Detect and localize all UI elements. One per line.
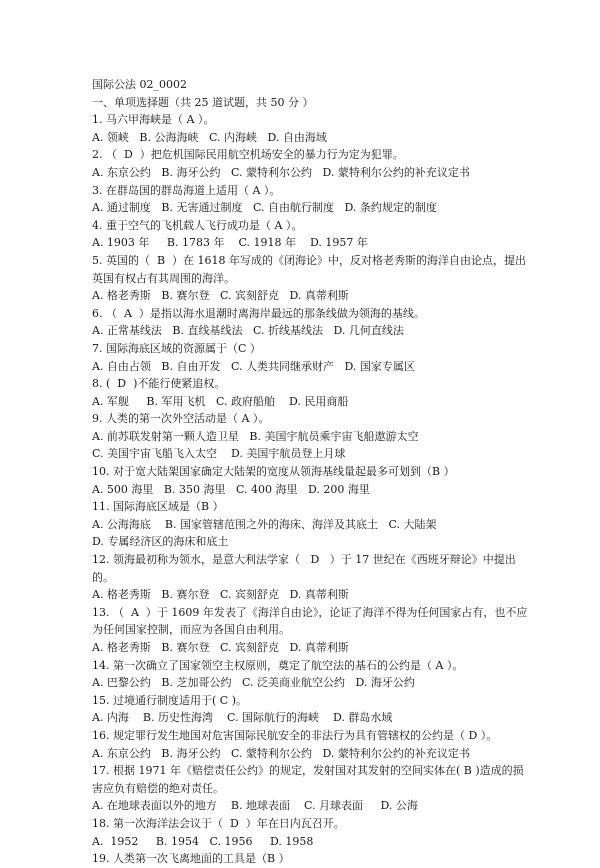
question-item [92,375,532,410]
question-stem: 14. 第一次确立了国家领空主权原则，奠定了航空法的基石的公约是（ A ）。 [92,658,464,672]
question-stem: 12. 领海最初称为领水，是意大利法学家（ D ）于 17 世纪在《西班牙辩论》中提出的。 [92,553,516,584]
question-options: A. 在地球表面以外的地方 B. 地球表面 C. 月球表面 D. 公海 [92,799,418,813]
question-options: A. 格老秀斯 B. 赛尔登 C. 宾刻舒克 D. 真蒂利斯 [92,289,349,303]
question-options: A. 军舰 B. 军用飞机 C. 政府船舶 D. 民用商船 [92,394,349,408]
question-item [92,463,532,498]
question-stem: 3. 在群岛国的群岛海道上适用（ A ）。 [92,183,281,197]
question-item [92,604,532,657]
question-options: A. 巴黎公约 B. 芝加哥公约 C. 泛美商业航空公约 D. 海牙公约 [92,676,415,690]
document-title: 国际公法 02_0002 [92,78,187,91]
question-item [92,727,532,762]
question-stem: 8. ( D )不能行使紧追权。 [92,377,226,391]
question-stem: 19. 人类第一次飞离地面的工具是（B ） [92,852,290,866]
question-item [92,305,532,340]
question-options: A. 领峡 B. 公海海峡 C. 内海峡 D. 自由海域 [92,130,327,144]
question-stem: 2. （ D ）把危机国际民用航空机场安全的暴力行为定为犯罪。 [92,148,404,162]
question-item [92,551,532,604]
question-options: A. 1952 B. 1954 C. 1956 D. 1958 [92,834,314,848]
question-stem: 5. 英国的（ B ）在 1618 年写成的《闭海论》中，反对格老秀斯的海洋自由论点，提出英国有权占有其周围的海洋。 [92,253,527,285]
section-heading: 一、单项选择题（共 25 道试题，共 50 分 ） [92,95,314,109]
question-item [92,850,532,868]
question-options: A. 自由占领 B. 自由开发 C. 人类共同继承财产 D. 国家专属区 [92,359,415,373]
question-options: A. 东京公约 B. 海牙公约 C. 蒙特利尔公约 D. 蒙特利尔公约的补充议定书 [92,746,470,760]
question-options: A. 前苏联发射第一颗人造卫星 B. 美国宇航员乘宇宙飞船遨游太空 C. 美国宇宙飞船飞入太空 D. 美国宇航员登上月球 [92,429,419,461]
question-options: A. 500 海里 B. 350 海里 C. 400 海里 D. 200 海里 [92,482,370,496]
question-item [92,410,532,463]
question-options: A. 通过制度 B. 无害通过制度 C. 自由航行制度 D. 条约规定的制度 [92,201,437,215]
question-item [92,657,532,692]
question-stem: 13. （ A ）于 1609 年发表了《海洋自由论》，论证了海洋不得为任何国家占有，也不应为任何国家控制，而应为各国自由利用。 [92,605,528,637]
question-stem: 4. 重于空气的飞机载人飞行成功是（ A ）。 [92,218,303,232]
question-list [92,111,532,868]
question-options: A. 格老秀斯 B. 赛尔登 C. 宾刻舒克 D. 真蒂利斯 [92,588,349,602]
document-page [92,76,532,868]
question-stem: 6. （ A ）是指以海水退潮时离海岸最远的那条线做为领海的基线。 [92,306,425,320]
question-stem: 15. 过境通行制度适用于( C )。 [92,693,247,707]
question-item [92,762,532,815]
question-stem: 9. 人类的第一次外空活动是（ A ）。 [92,412,270,426]
question-item [92,182,532,217]
question-item [92,252,532,305]
question-item [92,217,532,252]
question-stem: 1. 马六甲海峡是（ A ）。 [92,113,215,127]
question-stem: 16. 规定罪行发生地国对危害国际民航安全的非法行为具有管辖权的公约是（ D ）。 [92,728,498,742]
question-item [92,692,532,727]
question-stem: 7. 国际海底区域的资源属于（C ） [92,341,261,355]
question-stem: 10. 对于宽大陆架国家确定大陆架的宽度从领海基线量起最多可划到（B ） [92,465,455,479]
question-item [92,146,532,181]
question-stem: 17. 根据 1971 年《赔偿责任公约》的规定，发射国对其发射的空间实体在( B )造成的损害应负有赔偿的绝对责任。 [92,764,524,795]
question-options: A. 1903 年 B. 1783 年 C. 1918 年 D. 1957 年 [92,236,368,250]
question-item [92,340,532,375]
question-options: A. 公海海底 B. 国家管辖范围之外的海床、海洋及其底土 C. 大陆架 D. 专属经济区的海床和底土 [92,517,437,549]
question-options: A. 内海 B. 历史性海湾 C. 国际航行的海峡 D. 群岛水域 [92,711,393,725]
question-item [92,111,532,146]
question-options: A. 东京公约 B. 海牙公约 C. 蒙特利尔公约 D. 蒙特利尔公约的补充议定书 [92,165,470,179]
question-stem: 18. 第一次海洋法会议于（ D ）年在日内瓦召开。 [92,816,345,830]
question-options: A. 正常基线法 B. 直线基线法 C. 折线基线法 D. 几何直线法 [92,324,404,338]
question-options: A. 格老秀斯 B. 赛尔登 C. 宾刻舒克 D. 真蒂利斯 [92,641,349,654]
question-item [92,498,532,551]
question-stem: 11. 国际海底区域是（B ） [92,500,224,514]
question-item [92,815,532,850]
